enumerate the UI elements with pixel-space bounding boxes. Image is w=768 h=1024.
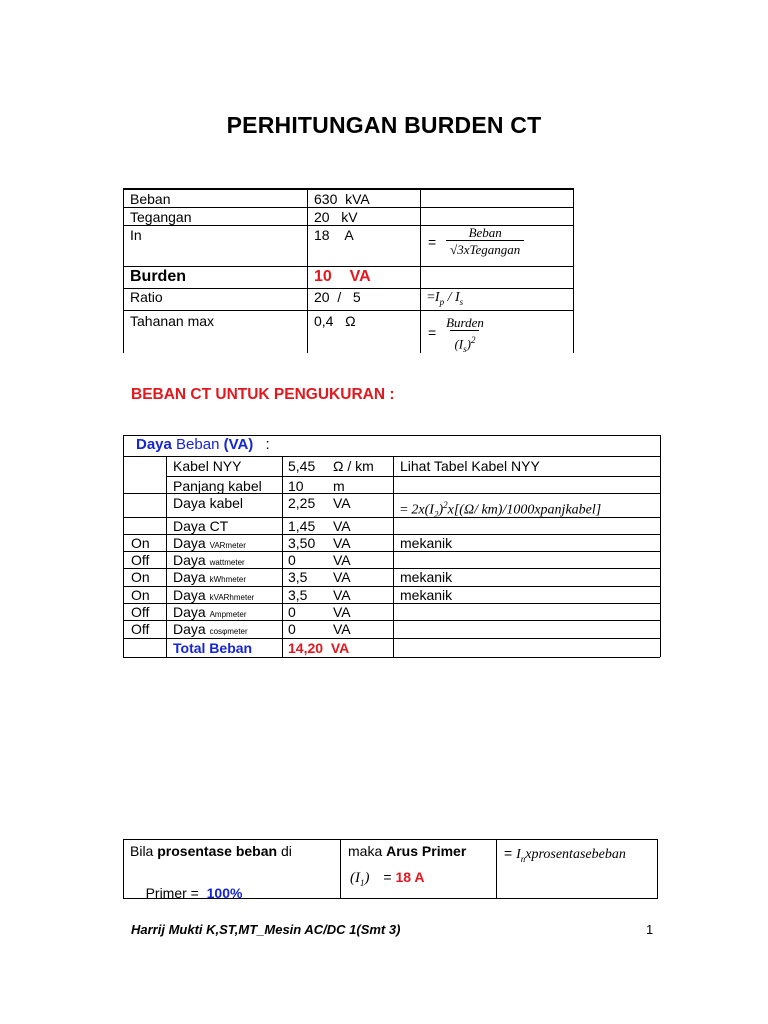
label-ratio: Ratio: [130, 289, 163, 305]
row-daya-ct-name: Daya CT: [173, 518, 229, 534]
row-daya-kabel-unit: VA: [333, 495, 351, 511]
row-kwhmeter-status: On: [131, 569, 150, 585]
prosentase-beban-label: Bila prosentase beban di: [130, 843, 292, 859]
row-kvarhmeter-value: 3,5: [288, 587, 308, 603]
value-ratio: 20 / 5: [314, 289, 361, 305]
row-daya-kabel-name: Daya kabel: [173, 495, 244, 511]
formula-in-numerator: Beban: [468, 225, 502, 240]
row-daya-kabel-value: 2,25: [288, 495, 316, 511]
row-wattmeter-value: 0: [288, 552, 296, 568]
row-kabel-nyy-note: Lihat Tabel Kabel NYY: [400, 458, 540, 474]
row-cosmeter-unit: VA: [333, 621, 351, 637]
formula-in-denominator: √3xTegangan: [446, 240, 524, 258]
row-wattmeter-unit: VA: [333, 552, 351, 568]
value-in: 18 A: [314, 227, 354, 243]
row-panjang-kabel-unit: m: [333, 478, 345, 494]
row-ampmeter-unit: VA: [333, 604, 351, 620]
arus-primer-label: maka Arus Primer: [348, 843, 467, 859]
row-kvarhmeter-note: mekanik: [400, 587, 453, 603]
formula-in: = $\frac{\text{Beban}}{\text{√3xTegangan}}$: [428, 227, 524, 260]
label-tahanan-max: Tahanan max: [130, 313, 215, 329]
label-beban: Beban: [130, 191, 171, 207]
section-title-beban-ct: BEBAN CT UNTUK PENGUKURAN :: [131, 386, 395, 403]
page-title: PERHITUNGAN BURDEN CT: [226, 112, 542, 138]
value-tegangan: 20 kV: [314, 209, 358, 225]
row-varmeter-value: 3,50: [288, 535, 316, 551]
row-kwhmeter-value: 3,5: [288, 569, 308, 585]
row-varmeter-note: mekanik: [400, 535, 453, 551]
value-burden: 10 VA: [314, 268, 371, 285]
row-cosmeter-value: 0: [288, 621, 296, 637]
table2-header: Daya Beban (VA) :: [136, 436, 270, 453]
row-panjang-kabel-value: 10: [288, 478, 304, 494]
row-wattmeter-name: Daya wattmeter: [173, 552, 245, 568]
row-kvarhmeter-name: Daya kVARhmeter: [173, 587, 255, 603]
row-wattmeter-status: Off: [131, 552, 150, 568]
row-kwhmeter-note: mekanik: [400, 569, 453, 585]
primer-value: Primer = 100%: [145, 885, 243, 901]
formula-ratio: $=I_p / I_s$: [427, 290, 464, 307]
row-panjang-kabel-name: Panjang kabel: [173, 478, 262, 494]
row-ampmeter-name: Daya Ampmeter: [173, 604, 247, 620]
total-beban-label: Total Beban: [173, 640, 253, 656]
row-varmeter-unit: VA: [333, 535, 351, 551]
row-kvarhmeter-unit: VA: [333, 587, 351, 603]
formula-tahanan: = $\frac{\text{Burden}}{(I_s)^2}$: [428, 313, 486, 355]
formula-tahanan-denominator: $(I_s)^2$: [450, 330, 479, 357]
row-kvarhmeter-status: On: [131, 587, 150, 603]
label-burden: Burden: [130, 268, 186, 285]
row-ampmeter-status: Off: [131, 604, 150, 620]
footer-author: Harrij Mukti K,ST,MT_Mesin AC/DC 1(Smt 3): [131, 922, 401, 937]
row-cosmeter-name: Daya cosφmeter: [173, 621, 248, 637]
row-kwhmeter-unit: VA: [333, 569, 351, 585]
row-varmeter-name: Daya VARmeter: [173, 535, 246, 551]
label-in: In: [130, 227, 142, 243]
row-kwhmeter-name: Daya kWhmeter: [173, 569, 247, 585]
formula-arus-primer: = $I_nxprosentasebeban$: [504, 845, 626, 864]
value-beban: 630 kVA: [314, 191, 370, 207]
row-cosmeter-status: Off: [131, 621, 150, 637]
arus-primer-value: $(I_1) = 18$ A: [350, 869, 425, 888]
total-beban-value: 14,20 VA: [288, 640, 350, 656]
formula-daya-kabel: = $2x(I_2)^2x[(\Omega/$ km)/1000xpanjkabel]: [400, 500, 602, 520]
row-kabel-nyy-unit: Ω / km: [333, 458, 374, 474]
label-tegangan: Tegangan: [130, 209, 192, 225]
row-ampmeter-value: 0: [288, 604, 296, 620]
page-number: 1: [646, 922, 654, 937]
row-kabel-nyy-name: Kabel NYY: [173, 458, 242, 474]
row-daya-ct-unit: VA: [333, 518, 351, 534]
formula-tahanan-numerator: Burden: [446, 315, 484, 330]
row-daya-ct-value: 1,45: [288, 518, 316, 534]
value-tahanan: 0,4 Ω: [314, 313, 356, 329]
row-kabel-nyy-value: 5,45: [288, 458, 316, 474]
row-varmeter-status: On: [131, 535, 150, 551]
